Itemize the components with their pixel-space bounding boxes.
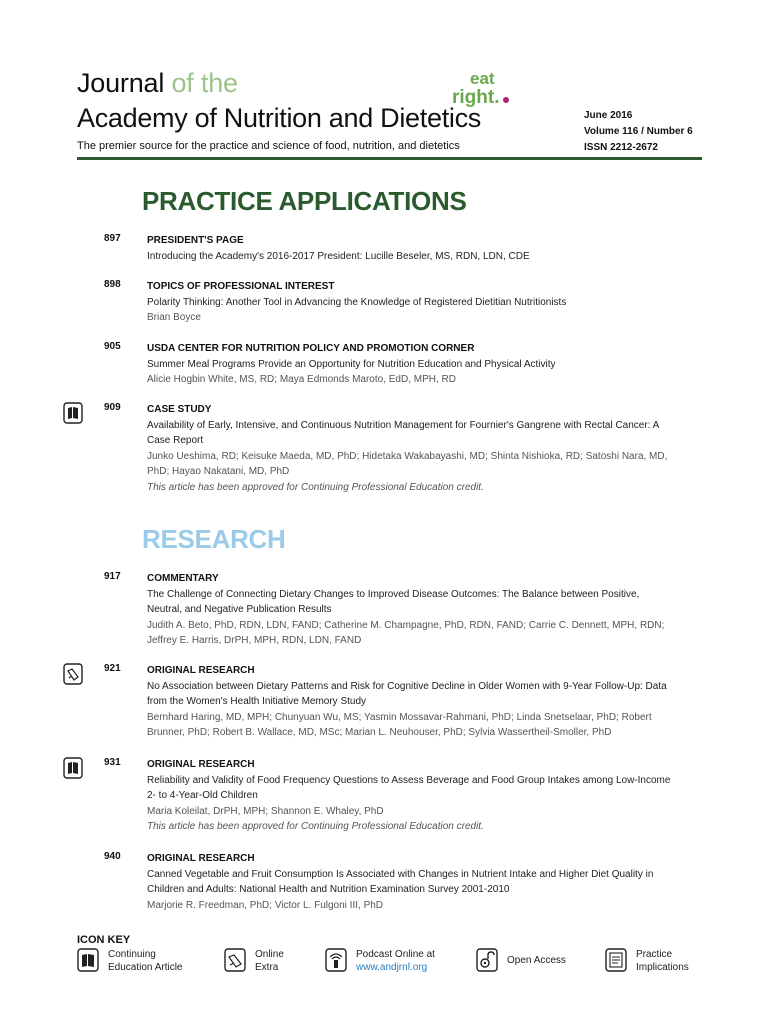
icon-key-label: Extra [255, 961, 279, 973]
entry-title[interactable]: Introducing the Academy's 2016-2017 President: Lucille Beseler, MS, RDN, LDN, CDE [147, 250, 530, 262]
entry-category: COMMENTARY [147, 573, 219, 584]
entry-cpe-note: This article has been approved for Continuing Professional Education credit. [147, 821, 484, 832]
entry-category: USDA CENTER FOR NUTRITION POLICY AND PROMOTION CORNER [147, 343, 475, 354]
icon-key-label: Open Access [507, 955, 566, 966]
icon-key-label: Implications [636, 961, 689, 973]
page-number: 917 [104, 571, 121, 582]
section-title-research: RESEARCH [142, 524, 286, 554]
entry-title[interactable]: Summer Meal Programs Provide an Opportunity for Nutrition Education and Physical Activity [147, 358, 556, 370]
page-number: 897 [104, 233, 121, 244]
journal-tagline: The premier source for the practice and science of food, nutrition, and dietetics [77, 140, 460, 152]
icon-key-label: Practice [636, 949, 673, 960]
icon-key-label: Education Article [108, 961, 183, 973]
logo-text-eat: eat [470, 69, 495, 88]
entry-title[interactable]: The Challenge of Connecting Dietary Changes to Improved Disease Outcomes: The Balance between Positive, Neutral, and Negative Publication Results [147, 588, 640, 615]
journal-title-line2: Academy of Nutrition and Dietetics [77, 103, 481, 133]
online-extra-icon [224, 948, 246, 972]
continuing-education-icon [63, 757, 83, 779]
online-extra-icon [63, 663, 83, 685]
podcast-link[interactable]: www.andjrnl.org [356, 961, 428, 973]
page-number: 898 [104, 279, 121, 290]
icon-key-label: Online [255, 949, 284, 960]
entry-category: TOPICS OF PROFESSIONAL INTEREST [147, 281, 335, 292]
journal-title-of-the: of the [171, 68, 238, 98]
entry-title[interactable]: Reliability and Validity of Food Frequency Questions to Assess Beverage and Food Group Intakes among Low-Income 2- to 4-Year-Old Children [147, 774, 671, 801]
entry-title[interactable]: Canned Vegetable and Fruit Consumption Is Associated with Changes in Nutrient Intake and Higher Diet Quality in Children and Adults: National Health and Nutrition Examination Survey 2001-2010 [147, 868, 654, 895]
entry-authors: Brian Boyce [147, 312, 201, 323]
icon-key-heading: ICON KEY [77, 934, 131, 946]
logo-dot [503, 97, 509, 103]
entry-cpe-note: This article has been approved for Continuing Professional Education credit. [147, 481, 484, 493]
entry-title[interactable]: Availability of Early, Intensive, and Continuous Nutrition Management for Fournier's Gangrene with Rectal Cancer: A Case Report [147, 419, 659, 446]
page-number: 905 [104, 341, 121, 352]
open-access-icon [476, 948, 498, 972]
icon-key-label: Podcast Online at [356, 949, 435, 960]
entry-category: ORIGINAL RESEARCH [147, 759, 255, 770]
issue-date: June 2016 [584, 110, 633, 121]
eat-right-logo [452, 67, 510, 107]
entry-category: ORIGINAL RESEARCH [147, 665, 255, 676]
entry-authors: Bernhard Haring, MD, MPH; Chunyuan Wu, MS; Yasmin Mossavar-Rahmani, PhD; Linda Snetselaar, PhD; Robert Brunner, PhD; Robert B. Wallace, MD, MSc; Marian L. Neuhouser, PhD; Sylvia Wassertheil-Smoller, PhD [147, 711, 652, 738]
entry-title[interactable]: Polarity Thinking: Another Tool in Advancing the Knowledge of Registered Dietitian Nutritionists [147, 296, 567, 308]
page-number: 940 [104, 851, 121, 862]
entry-authors: Maria Koleilat, DrPH, MPH; Shannon E. Whaley, PhD [147, 805, 384, 817]
journal-title-line1: Journal of the [77, 68, 238, 98]
entry-authors: Marjorie R. Freedman, PhD; Victor L. Fulgoni III, PhD [147, 899, 384, 911]
page-number: 921 [104, 663, 121, 674]
issue-issn: ISSN 2212-2672 [584, 142, 658, 153]
masthead-rule [77, 157, 702, 160]
page-number: 909 [104, 402, 121, 413]
practice-implications-icon [605, 948, 627, 972]
entry-title[interactable]: No Association between Dietary Patterns and Risk for Cognitive Decline in Older Women with 9-Year Follow-Up: Data from the Women's Health Initiative Memory Study [147, 680, 667, 707]
continuing-education-icon [77, 948, 99, 972]
podcast-icon [325, 948, 347, 972]
icon-key-label: Continuing [108, 949, 156, 960]
issue-info [584, 108, 693, 156]
continuing-education-icon [63, 402, 83, 424]
entry-authors: Junko Ueshima, RD; Keisuke Maeda, MD, PhD; Hidetaka Wakabayashi, MD; Shinta Nishioka, RD; Satoshi Nara, MD, PhD; Hayao Nakatani, MD, PhD [147, 450, 668, 477]
entry-authors: Judith A. Beto, PhD, RDN, LDN, FAND; Catherine M. Champagne, PhD, RDN, FAND; Carrie C. Dennett, MPH, RDN; Jeffrey E. Harris, DrPH, MPH, RDN, LDN, FAND [147, 619, 665, 646]
entry-authors: Alicie Hogbin White, MS, RD; Maya Edmonds Maroto, EdD, MPH, RD [147, 374, 456, 385]
logo-text-right: right. [452, 87, 500, 107]
section-title-practice: PRACTICE APPLICATIONS [142, 186, 467, 216]
page-number: 931 [104, 757, 121, 768]
entry-category: CASE STUDY [147, 404, 212, 415]
entry-category: ORIGINAL RESEARCH [147, 853, 255, 864]
entry-category: PRESIDENT'S PAGE [147, 235, 244, 246]
issue-volume: Volume 116 / Number 6 [584, 126, 693, 137]
